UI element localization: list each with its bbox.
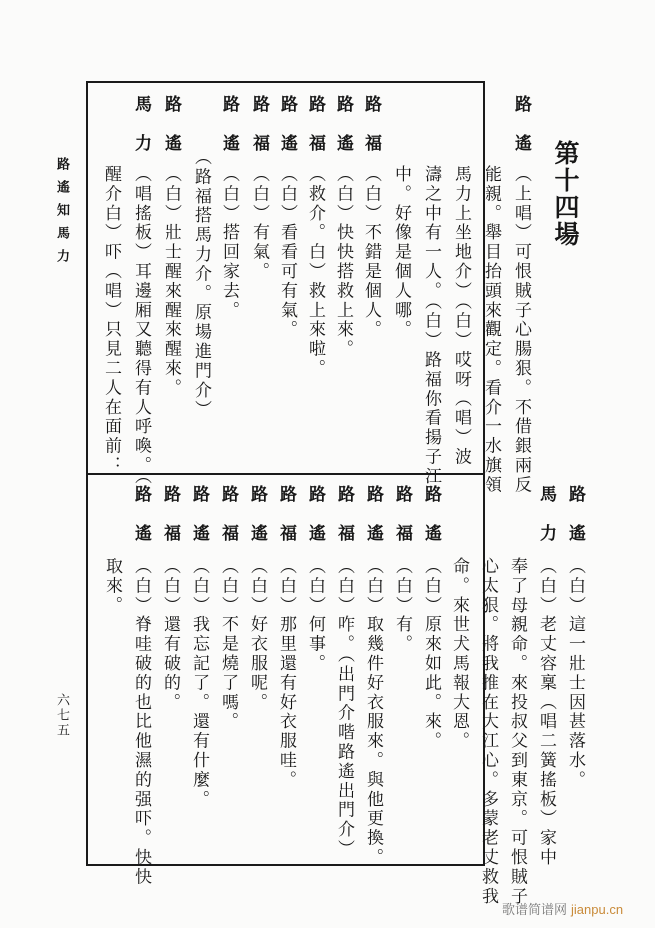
speaker-name: 路遙: [219, 95, 239, 173]
speaker-name: 路遙: [305, 485, 325, 563]
dialogue-text: 馬力上坐地介）（白）哎呀（唱）波: [451, 165, 471, 467]
dialogue-text: 取來。: [102, 557, 122, 616]
speaker-name: 路福: [218, 485, 238, 563]
speaker-name: 路福: [276, 485, 296, 563]
speaker-name: 路遙: [421, 485, 441, 563]
dialogue-text: （白）快快搭救上來。: [333, 165, 353, 359]
dialogue-text: （救介。白）救上來啦。: [305, 165, 325, 379]
dialogue-text: 命。來世犬馬報大恩。: [449, 557, 469, 751]
dialogue-text: （白）好衣服呢。: [247, 557, 267, 713]
speaker-name: 路遙: [189, 485, 209, 563]
dialogue-text: （白）咋。（出門介喈路遙出門介）: [334, 557, 354, 859]
speaker-name: 路福: [249, 95, 269, 173]
dialogue-text: （白）不是燒了嗎。: [218, 557, 238, 732]
speaker-name: 路遙: [131, 485, 151, 563]
speaker-name: 路福: [305, 95, 325, 173]
dialogue-text: （白）不錯是個人。: [361, 165, 381, 340]
dialogue-text: 濤之中有一人。（白）路福你看揚子江: [421, 165, 441, 487]
dialogue-text: （白）還有破的。: [160, 557, 180, 713]
speaker-name: 路遙: [565, 485, 585, 563]
speaker-name: 路福: [361, 95, 381, 173]
speaker-name: 馬力: [131, 95, 151, 173]
dialogue-text: （上唱）可恨賊子心腸狠。不借銀兩反: [511, 165, 531, 495]
dialogue-text: （白）那里還有好衣服哇。: [276, 557, 296, 790]
speaker-name: 路福: [160, 485, 180, 563]
speaker-name: 路遙: [247, 485, 267, 563]
dialogue-text: 中。好像是個人哪。: [391, 165, 411, 340]
stage-direction: （路福搭馬力介。原場進門介）: [191, 148, 211, 420]
dialogue-text: 心太狠。將我推在大江心。多蒙老丈救我: [478, 557, 498, 907]
dialogue-text: （白）脊哇破的也比他濕的强吓。快快: [131, 557, 151, 887]
watermark-en: jianpu.cn: [571, 902, 624, 917]
speaker-name: 馬力: [536, 485, 556, 563]
dialogue-text: （白）壯士醒來醒來醒來。: [161, 165, 181, 398]
dialogue-text: （白）老丈容稟（唱二簧搖板）家中: [536, 557, 556, 868]
dialogue-text: （白）原來如此。來。: [421, 557, 441, 751]
speaker-name: 路福: [334, 485, 354, 563]
page-number: 六七五: [54, 693, 69, 738]
speaker-name: 路遙: [363, 485, 383, 563]
scene-title: 第十四場: [551, 140, 580, 248]
speaker-name: 路遙: [333, 95, 353, 173]
speaker-name: 路遙: [161, 95, 181, 173]
running-title: 路遙知馬力: [54, 157, 69, 272]
dialogue-text: 醒介白）吓（唱）只見二人在面前：: [101, 165, 121, 476]
dialogue-text: （白）何事。: [305, 557, 325, 674]
dialogue-text: 奉了母親命。來投叔父到東京。可恨賊子: [507, 557, 527, 907]
dialogue-text: （唱搖板）耳邊厢又聽得有人呼喚。（: [131, 165, 151, 487]
speaker-name: 路遙: [511, 95, 531, 173]
dialogue-text: （白）我忘記了。還有什麼。: [189, 557, 209, 810]
dialogue-text: （白）看看可有氣。: [277, 165, 297, 340]
dialogue-text: （白）這一壯士因甚落水。: [565, 557, 585, 790]
watermark-cn: 歌谱简谱网: [502, 903, 568, 918]
watermark: [502, 899, 623, 918]
dialogue-text: （白）有氣。: [249, 165, 269, 282]
dialogue-text: （白）取幾件好衣服來。與他更換。: [363, 557, 383, 868]
dialogue-text: （白）搭回家去。: [219, 165, 239, 321]
dialogue-text: 能親。舉目抬頭來觀定。看介一水旗領: [481, 165, 501, 495]
speaker-name: 路福: [392, 485, 412, 563]
dialogue-text: （白）有。: [392, 557, 412, 654]
speaker-name: 路遙: [277, 95, 297, 173]
